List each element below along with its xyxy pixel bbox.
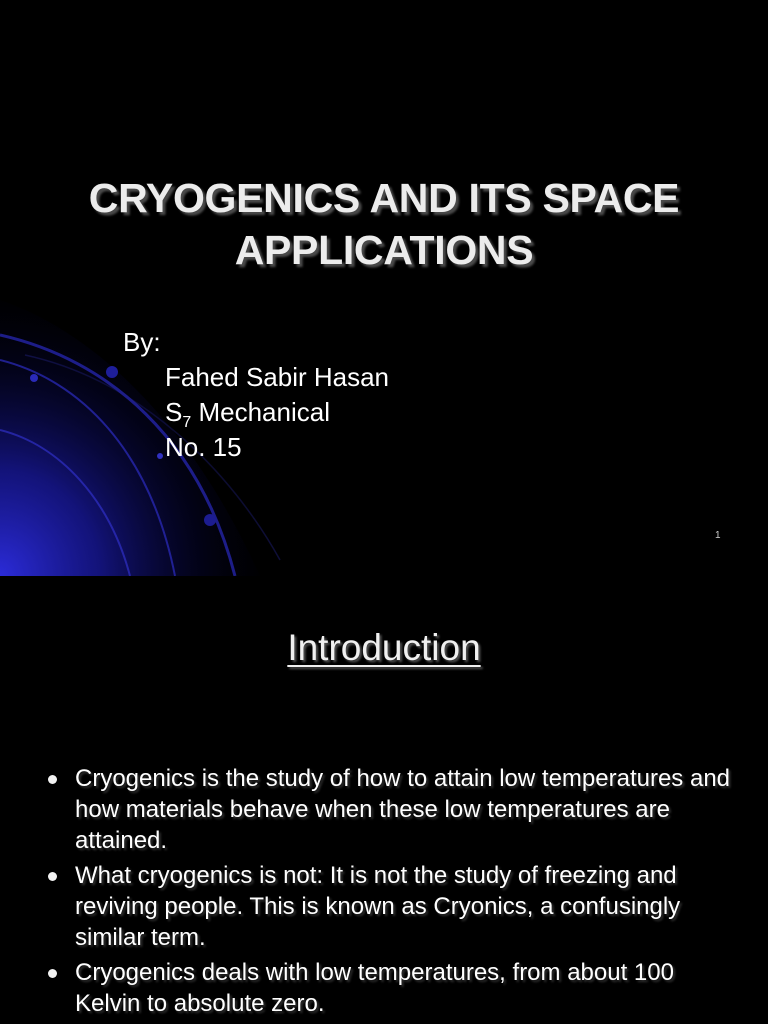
intro-title: Introduction [287, 627, 481, 668]
bullet-dot-icon [48, 775, 57, 784]
bullet-text: What cryogenics is not: It is not the study of freezing and reviving people. This is known as Cryonics, a confusingly similar term. [75, 862, 681, 951]
list-item [44, 860, 744, 953]
bullet-text: Cryogenics is the study of how to attain low temperatures and how materials behave when these low temperatures are attained. [75, 765, 731, 854]
bullet-list [44, 763, 744, 1023]
class-prefix: S [165, 397, 183, 427]
list-item [44, 957, 744, 1019]
class-suffix: Mechanical [191, 397, 330, 427]
bullet-text: Cryogenics deals with low temperatures, from about 100 Kelvin to absolute zero. [75, 959, 674, 1017]
bullet-dot-icon [48, 872, 57, 881]
slide-title: CRYOGENICS AND ITS SPACE APPLICATIONS [88, 175, 680, 273]
roll-number: No. 15 [165, 432, 242, 462]
class-subscript: 7 [182, 414, 192, 431]
class-line [123, 395, 389, 430]
bullet-dot-icon [48, 969, 57, 978]
by-label: By: [123, 327, 161, 357]
list-item [44, 763, 744, 856]
byline [123, 325, 389, 465]
introduction-slide [0, 576, 768, 1024]
page-number: 1 [715, 530, 721, 541]
author-name: Fahed Sabir Hasan [165, 362, 390, 392]
